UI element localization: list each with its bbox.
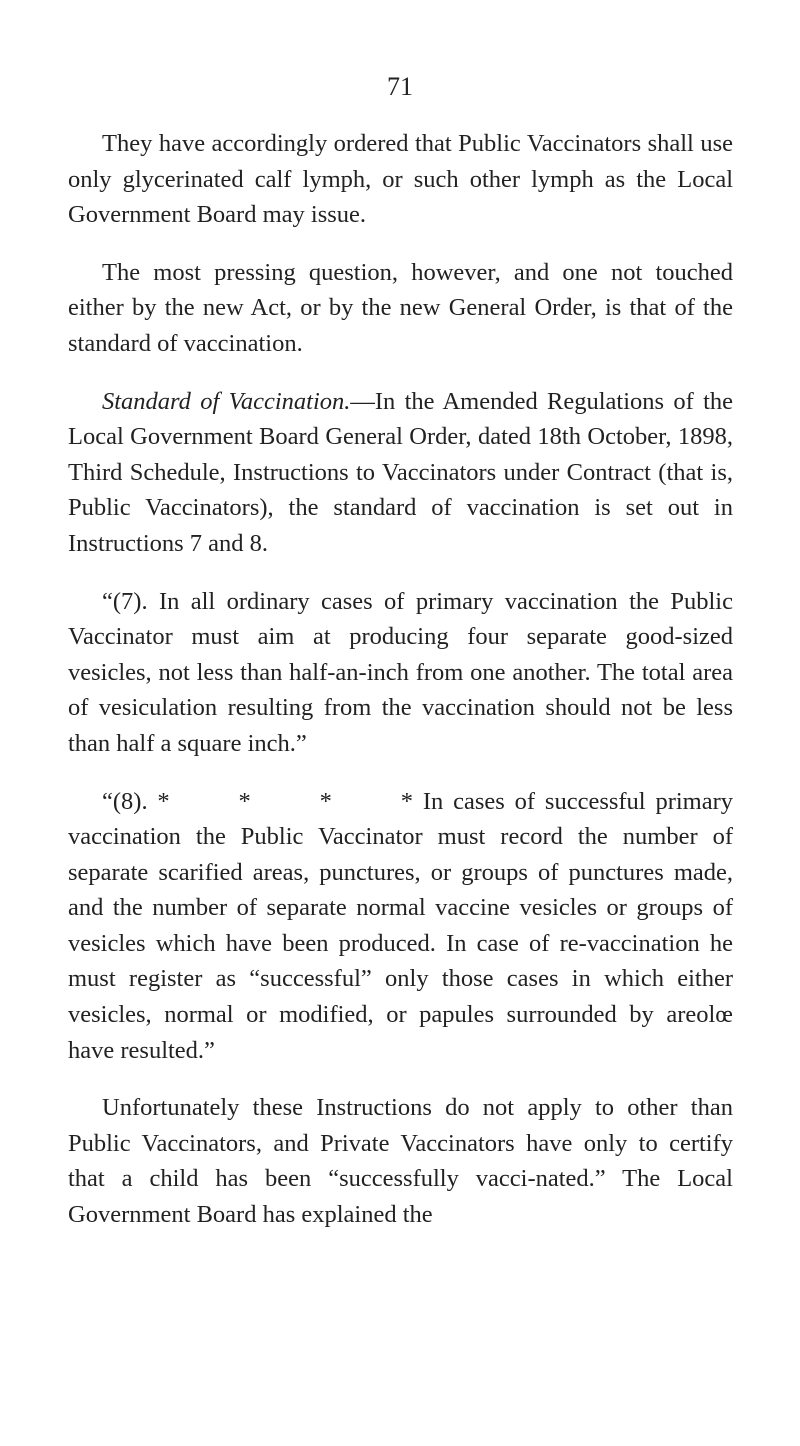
paragraph-standard-of-vaccination — [68, 384, 733, 562]
section-heading: Standard of Vaccination. — [102, 387, 351, 415]
body-text — [68, 126, 740, 1255]
paragraph-private-vaccinators: Unfortunately these Instructions do not apply to other than Public Vaccinators, and Private Vaccinators have only to certify that a child has been “successfully vacci-nated.” The Local Government Board has explained the — [68, 1094, 733, 1229]
paragraph-instruction-7: “(7). In all ordinary cases of primary vaccination the Public Vaccinator must aim at producing four separate good-sized vesicles, not less than half-an-inch from one another. The total area of vesiculation resulting from the vaccination should not be less than half a square inch.” — [68, 587, 733, 757]
paragraph-pressing-question: The most pressing question, however, and one not touched either by the new Act, or by the new General Order, is that of the standard of vaccination. — [68, 258, 733, 357]
paragraph-text: —In the Amended Regulations of the Local Government Board General Order, dated 18th October, 1898, Third Schedule, Instructions to Vaccinators under Contract (that is, Public Vaccinators), the standard of vaccination is set out in Instructions 7 and 8. — [68, 387, 733, 557]
page-number: 71 — [387, 72, 413, 101]
paragraph-lymph: They have accordingly ordered that Public Vaccinators shall use only glycerinated calf lymph, or such other lymph as the Local Government Board may issue. — [68, 130, 733, 229]
paragraph-instruction-8: “(8). * * * * In cases of successful primary vaccination the Public Vaccinator must record the number of separate scarified areas, punctures, or groups of punctures made, and the number of separate normal vaccine vesicles or groups of vesicles which have been produced. In case of re-vaccination he must register as “successful” only those cases in which either vesicles, normal or modified, or papules surrounded by areolœ have resulted.” — [68, 787, 740, 1064]
